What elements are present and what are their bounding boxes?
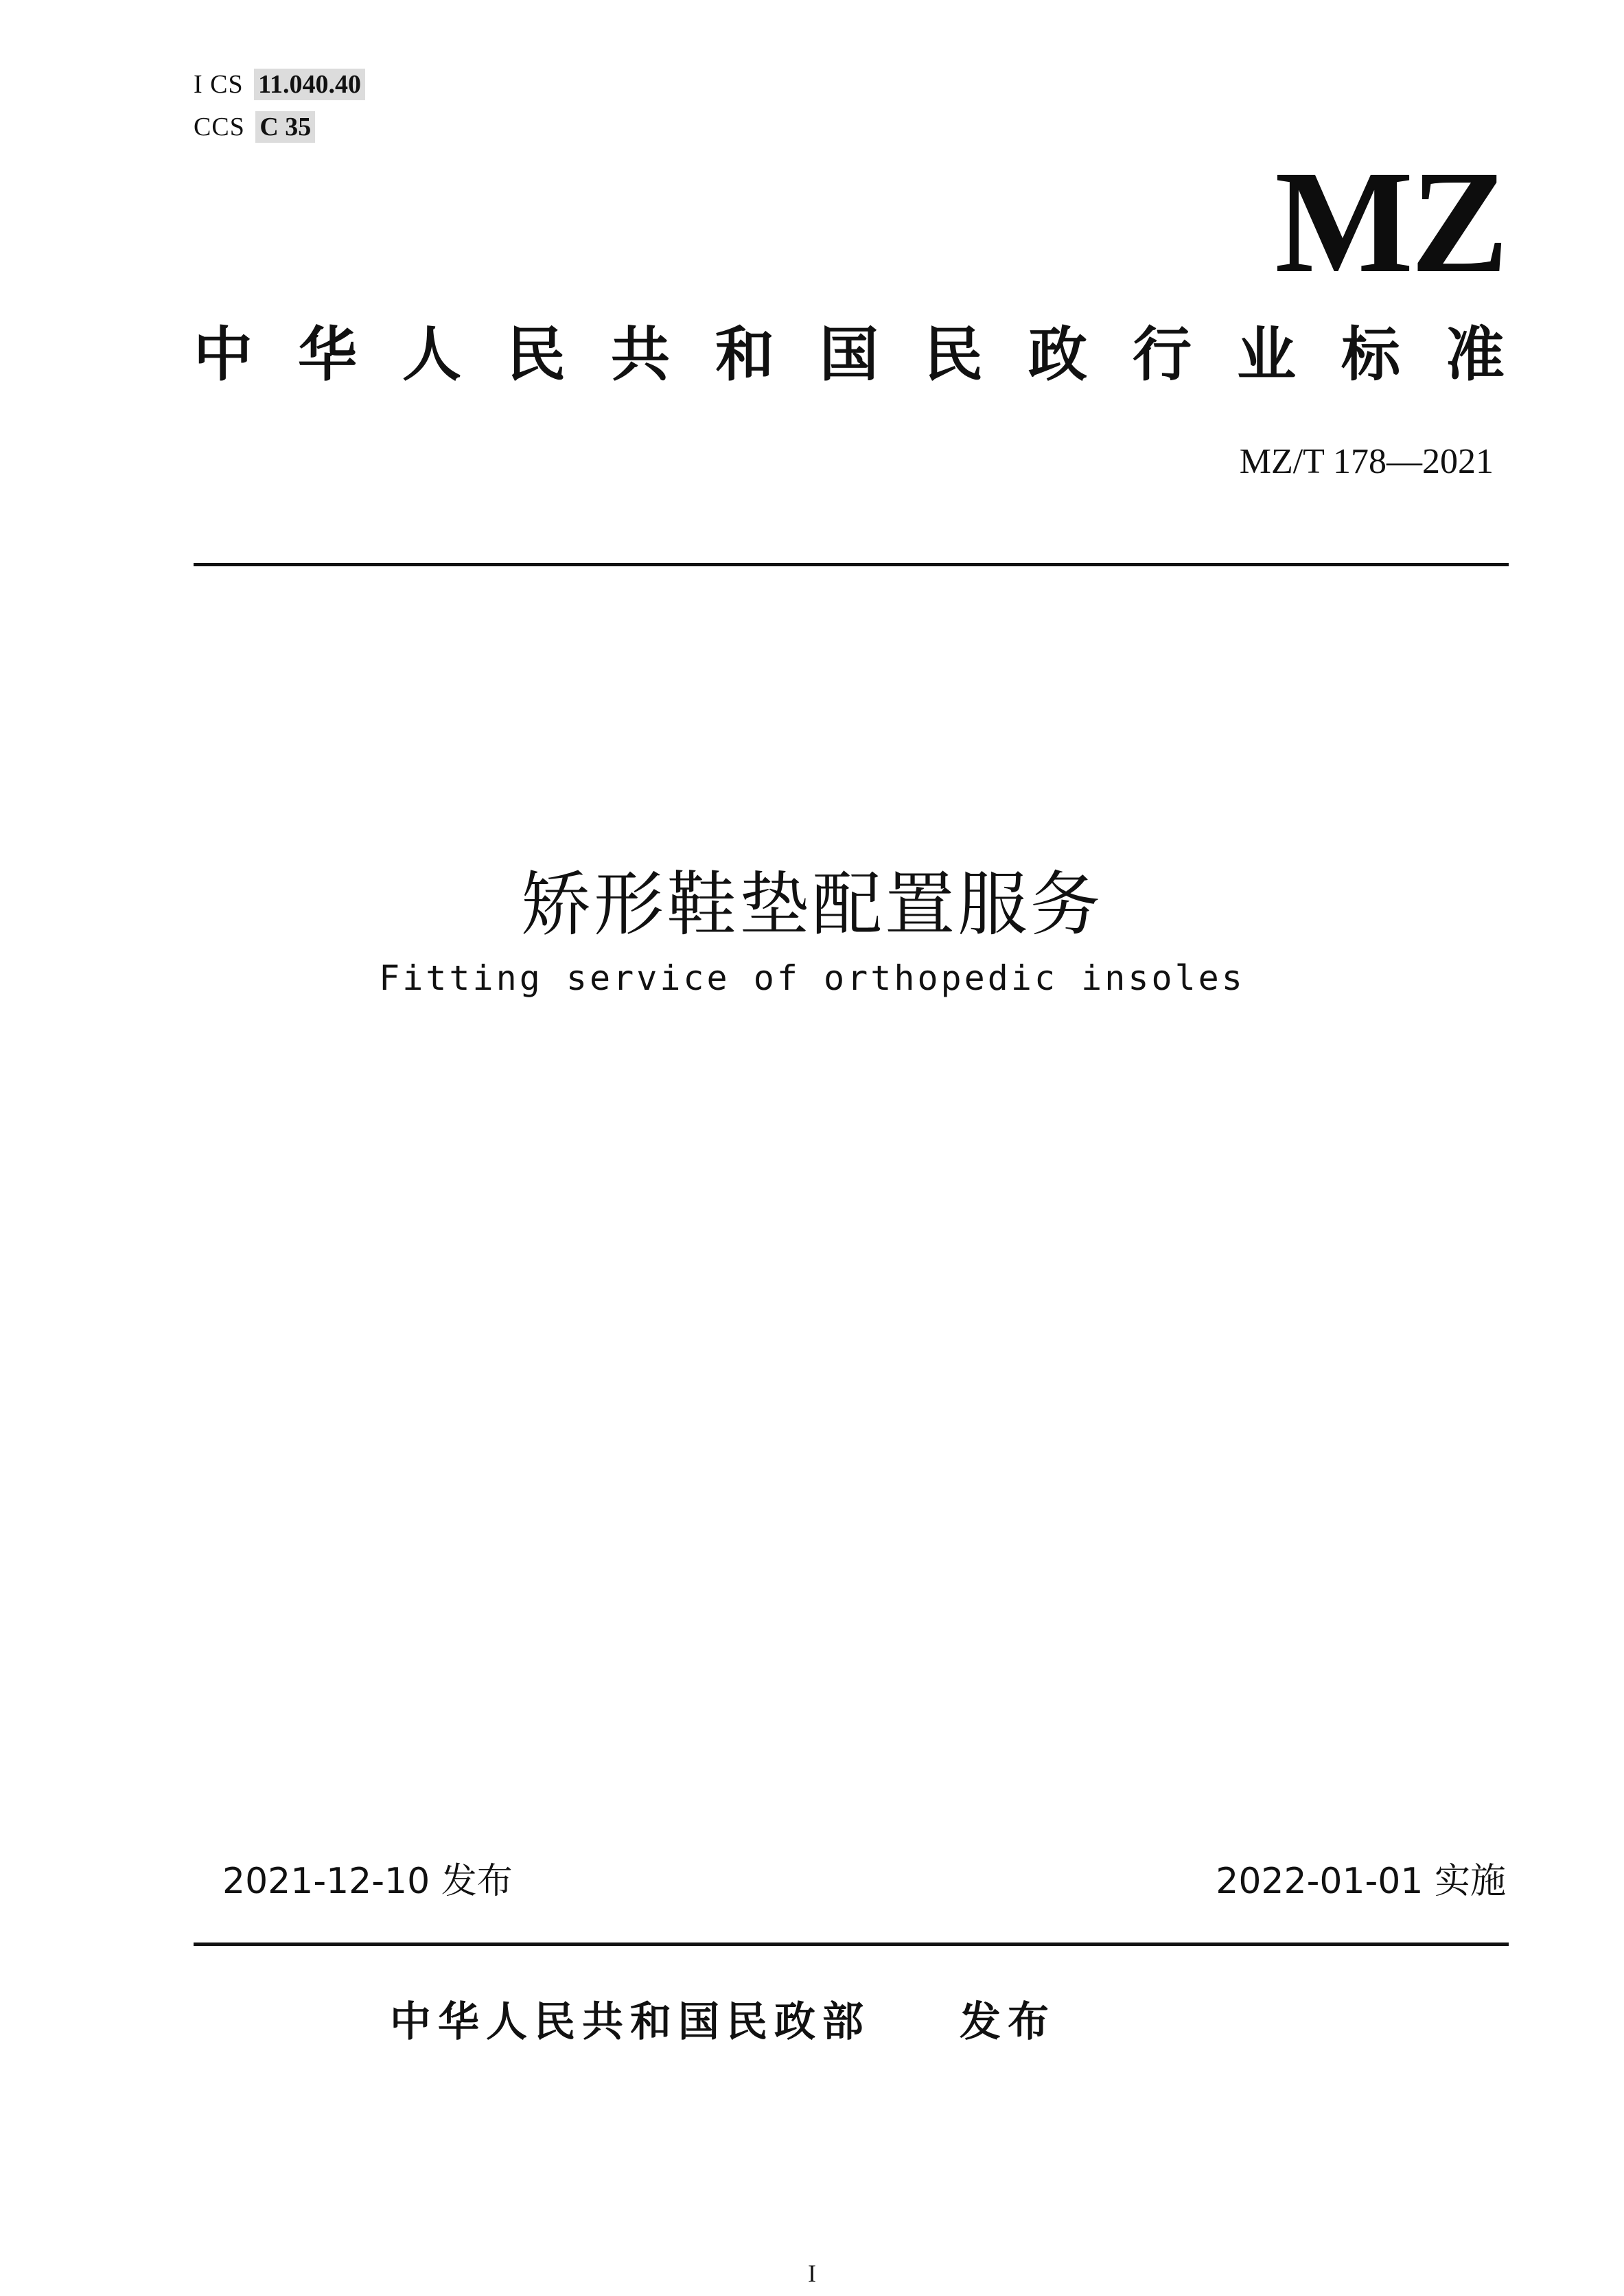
ccs-value: C 35 [255, 111, 315, 143]
document-title-english: Fitting service of orthopedic insoles [379, 958, 1245, 998]
category-title-char: 中 [194, 321, 253, 389]
footer-divider [194, 1943, 1509, 1946]
category-title-char: 行 [1133, 321, 1192, 389]
category-title-char: 和 [715, 321, 774, 389]
category-title-char: 标 [1341, 321, 1400, 389]
category-title-char: 人 [402, 321, 461, 389]
category-title-char: 民 [507, 321, 566, 389]
issuer-name: 中华人民共和国民政部 [390, 1998, 870, 2046]
ics-code [194, 67, 365, 102]
category-title-char: 准 [1446, 321, 1505, 389]
category-title-char: 国 [820, 321, 879, 389]
category-title-char: 业 [1237, 321, 1296, 389]
category-title-char: 民 [924, 321, 983, 389]
ccs-label: CCS [194, 113, 245, 141]
header-divider [194, 563, 1509, 566]
ics-value: 11.040.40 [254, 69, 365, 100]
issuer-action: 发布 [960, 1998, 1056, 2046]
ics-label: I CS [194, 70, 244, 99]
page-number: I [808, 2260, 816, 2287]
standard-number: MZ/T 178—2021 [1239, 442, 1494, 481]
mz-logo: MZ [1275, 141, 1506, 303]
ccs-code [194, 110, 315, 144]
issuer-line [390, 1995, 1056, 2050]
document-title-chinese: 矫形鞋垫配置服务 [521, 864, 1103, 946]
category-title-char: 共 [611, 321, 670, 389]
standard-category-title [194, 317, 1505, 393]
effective-date: 2022-01-01 实施 [1216, 1861, 1506, 1902]
category-title-char: 政 [1028, 321, 1087, 389]
category-title-char: 华 [298, 321, 357, 389]
issue-date: 2021-12-10 发布 [222, 1861, 513, 1902]
